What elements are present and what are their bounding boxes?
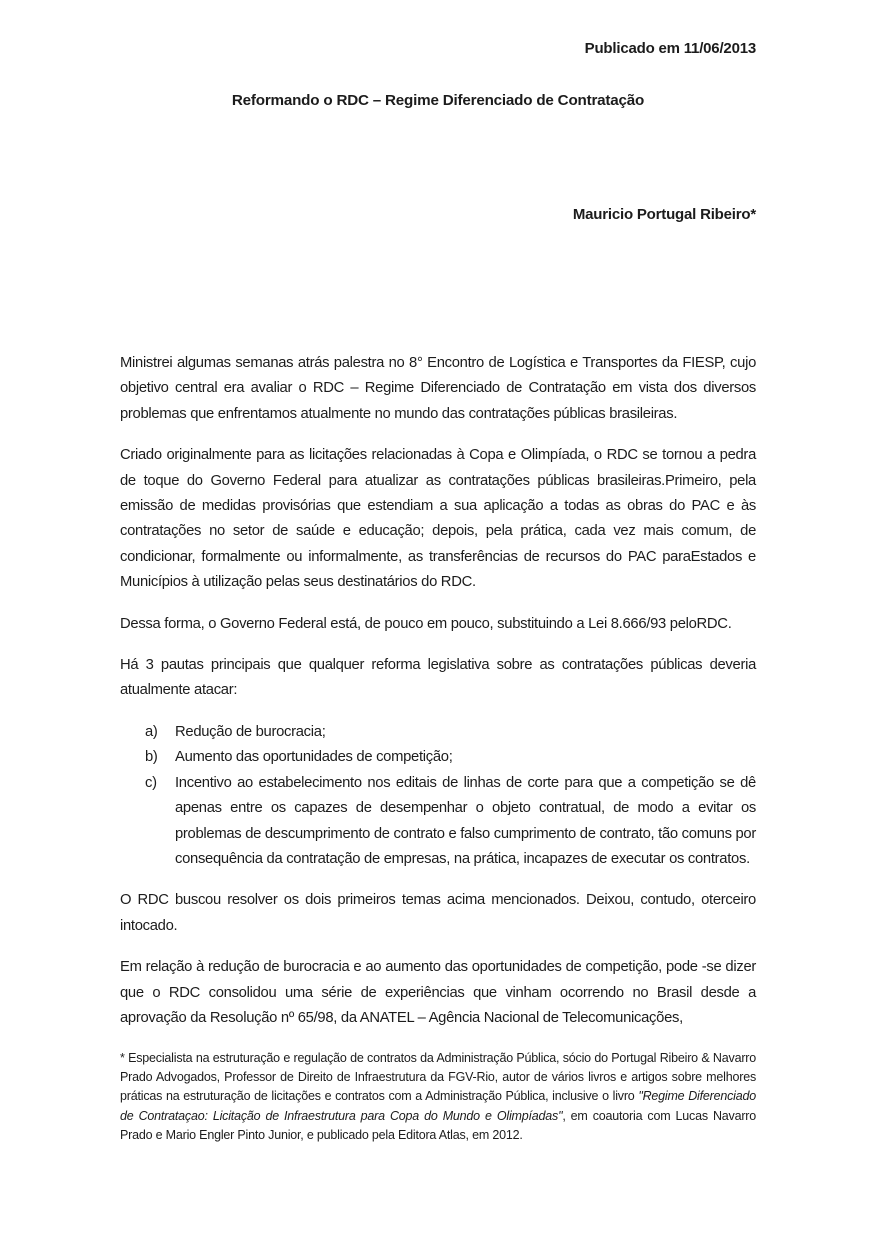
- paragraph-substituindo-lei: Dessa forma, o Governo Federal está, de pouco em pouco, substituindo a Lei 8.666/93 peloRDC.: [120, 615, 732, 632]
- author-byline: Mauricio Portugal Ribeiro*: [572, 206, 756, 223]
- publication-date: Publicado em 11/06/2013: [584, 40, 756, 57]
- footnote-text-before: * Especialista na estruturação e regulação de contratos da Administração Pública, sócio do Portugal Ribeiro & Navarro Prado Advogados, Professor de Direito de Infraestrutura da FGV-Rio, autor de vários livros e artigos sobre melhores práticas na estruturação de licitações e contratos com a Administração Pública, inclusive o livro: [120, 1051, 756, 1104]
- document-title: Reformando o RDC – Regime Diferenciado de Contratação: [231, 92, 645, 109]
- document-body: [120, 351, 756, 1031]
- paragraph-tres-pautas: Há 3 pautas principais que qualquer reforma legislativa sobre as contratações públicas deveria atualmente atacar:: [120, 657, 756, 699]
- paragraph-em-relacao: Em relação à redução de burocracia e ao aumento das oportunidades de competição, pode -se dizer que o RDC consolidou uma série de experiências que vinham ocorrendo no Brasil desde a aprovação da Resolução nº 65/98, da ANATEL – Agência Nacional de Telecomunicações,: [120, 959, 756, 1026]
- paragraph-origin-rdc: Criado originalmente para as licitações relacionadas à Copa e Olimpíada, o RDC se tornou a pedra de toque do Governo Federal para atualizar as contratações públicas brasileiras.Primeiro, pela emissão de medidas provisórias que estendiam a sua aplicação a todas as obras do PAC e às contratações no setor de saúde e educação; depois, pela prática, cada vez mais comum, de condicionar, formalmente ou informalmente, as transferências de recursos do PAC paraEstados e Municípios à utilização pelas seus destinatários do RDC.: [120, 447, 756, 591]
- footnote-text-after: , em coautoria com Lucas Navarro Prado e Mario Engler Pinto Junior, e publicado pela Editora Atlas, em 2012.: [120, 1108, 757, 1142]
- list-marker-a: a): [145, 723, 158, 740]
- list-item-c: [145, 771, 756, 873]
- paragraph-intro: Ministrei algumas semanas atrás palestra no 8° Encontro de Logística e Transportes da FIESP, cujo objetivo central era avaliar o RDC – Regime Diferenciado de Contratação em vista dos diversos problemas que enfrentamos atualmente no mundo das contratações públicas brasileiras.: [120, 355, 756, 422]
- list-marker-b: b): [145, 749, 158, 766]
- footnote-book-title: "Regime Diferenciado de Contrataçao: Licitação de Infraestrutura para Copa do Mundo e Olimpíadas": [120, 1089, 756, 1123]
- list-item-a: [145, 720, 756, 745]
- list-item-b-text: Aumento das oportunidades de competição;: [175, 749, 453, 766]
- list-marker-c: c): [145, 774, 157, 791]
- paragraph-rdc-buscou: O RDC buscou resolver os dois primeiros temas acima mencionados. Deixou, contudo, oterceiro intocado.: [120, 892, 756, 934]
- list-item-b: [145, 745, 756, 770]
- footnote: [120, 1049, 756, 1145]
- list-item-c-text: Incentivo ao estabelecimento nos editais de linhas de corte para que a competição se dê apenas entre os capazes de desempenhar o objeto contratual, de modo a evitar os problemas de descumprimento de contrato e falso cumprimento de contrato, tão comuns por consequência da contratação de empresas, na prática, incapazes de executar os contratos.: [175, 774, 756, 867]
- alpha-list: [120, 720, 756, 872]
- list-item-a-text: Redução de burocracia;: [175, 723, 326, 740]
